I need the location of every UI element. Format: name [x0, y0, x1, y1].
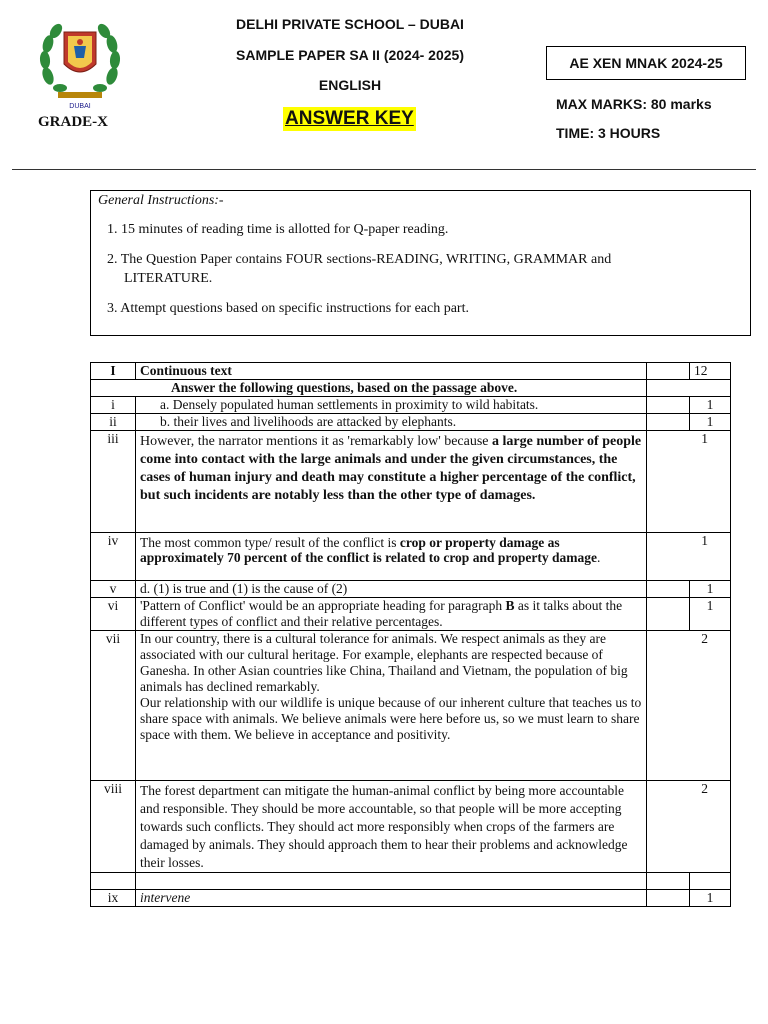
- answer-text: intervene: [136, 890, 647, 907]
- question-number: ii: [91, 414, 136, 431]
- table-subheading: Answer the following questions, based on the passage above.: [91, 380, 647, 397]
- marks: 1: [647, 533, 731, 581]
- empty-row: [91, 873, 731, 890]
- marks: 1: [690, 581, 731, 598]
- marks: 1: [690, 414, 731, 431]
- subject-label: ENGLISH: [318, 77, 382, 93]
- answer-key-table: [90, 362, 731, 907]
- marks: 1: [690, 397, 731, 414]
- section-header-row: [91, 363, 731, 380]
- question-number: ix: [91, 890, 136, 907]
- table-row: [91, 890, 731, 907]
- section-title: Continuous text: [136, 363, 647, 380]
- table-row: [91, 631, 731, 781]
- question-number: viii: [91, 781, 136, 873]
- max-marks: MAX MARKS: 80 marks: [556, 96, 712, 112]
- subheading-row: [91, 380, 731, 397]
- table-row: [91, 781, 731, 873]
- section-marks: 12: [690, 363, 731, 380]
- school-logo: [38, 14, 122, 110]
- table-row: [91, 414, 731, 431]
- table-row: [91, 533, 731, 581]
- instructions-title: General Instructions:-: [98, 193, 224, 208]
- question-number: vi: [91, 598, 136, 631]
- answer-text: However, the narrator mentions it as 'remarkably low' because a large number of people come into contact with the large animals and under the given circumstances, the cases of human injury and death may constitute a higher percentage of the conflict, but such incidents are notably less than the other type of damages.: [136, 431, 647, 533]
- marks: 1: [647, 431, 731, 533]
- answer-text: In our country, there is a cultural tolerance for animals. We respect animals as they are associated with our cultural heritage. For example, elephants are respected because of Ganesha. In other Asian countries like China, Thailand and Vietnam, the population of big animals has declined remarkably. Our relationship with our wildlife is unique because of our inherent culture that teaches us to share space with animals. We believe animals were here before us, so we must learn to share space with them. We believe in acceptance and positivity.: [136, 631, 647, 781]
- answer-text: 'Pattern of Conflict' would be an appropriate heading for paragraph B as it talks about the different types of conflict and their relative percentages.: [136, 598, 647, 631]
- instruction-item-continued: LITERATURE.: [124, 271, 213, 286]
- exam-time: TIME: 3 HOURS: [556, 125, 661, 141]
- answer-text: The most common type/ result of the conflict is crop or property damage as approximately 70 percent of the conflict is related to crop and property damage.: [136, 533, 647, 581]
- section-number: I: [91, 363, 136, 380]
- paper-code: AE XEN MNAK 2024-25: [569, 55, 723, 71]
- paper-code-box: [546, 46, 746, 80]
- answer-text: b. their lives and livelihoods are attacked by elephants.: [136, 414, 647, 431]
- marks: 1: [690, 890, 731, 907]
- table-row: [91, 431, 731, 533]
- question-number: i: [91, 397, 136, 414]
- school-name: DELHI PRIVATE SCHOOL – DUBAI: [236, 16, 464, 32]
- question-number: v: [91, 581, 136, 598]
- instruction-item: 2. The Question Paper contains FOUR sections-READING, WRITING, GRAMMAR and: [107, 252, 612, 267]
- instruction-item: 3. Attempt questions based on specific instructions for each part.: [107, 301, 469, 316]
- answer-text: The forest department can mitigate the human-animal conflict by being more accountable and responsible. They should be more accountable, so that people will be more accepting towards such conflicts. They should act more responsibly when crops of the farmers are damaged by animals. They should approach them to hear their problems and acknowledge their losses.: [136, 781, 647, 873]
- table-row: [91, 397, 731, 414]
- answer-text: d. (1) is true and (1) is the cause of (2): [136, 581, 647, 598]
- question-number: iii: [91, 431, 136, 533]
- marks: 2: [647, 631, 731, 781]
- header-divider: [12, 169, 756, 170]
- instruction-item: 1. 15 minutes of reading time is allotted for Q-paper reading.: [107, 222, 449, 237]
- marks: 2: [647, 781, 731, 873]
- answer-key-title: ANSWER KEY: [285, 108, 414, 129]
- general-instructions-box: [90, 190, 751, 336]
- table-row: [91, 581, 731, 598]
- svg-text:DUBAI: DUBAI: [69, 103, 91, 110]
- paper-title: SAMPLE PAPER SA II (2024- 2025): [236, 47, 464, 63]
- grade-label: GRADE-X: [38, 114, 108, 130]
- school-crest-icon: [38, 14, 122, 110]
- question-number: iv: [91, 533, 136, 581]
- answer-text: a. Densely populated human settlements in proximity to wild habitats.: [136, 397, 647, 414]
- question-number: vii: [91, 631, 136, 781]
- table-row: [91, 598, 731, 631]
- marks: 1: [690, 598, 731, 631]
